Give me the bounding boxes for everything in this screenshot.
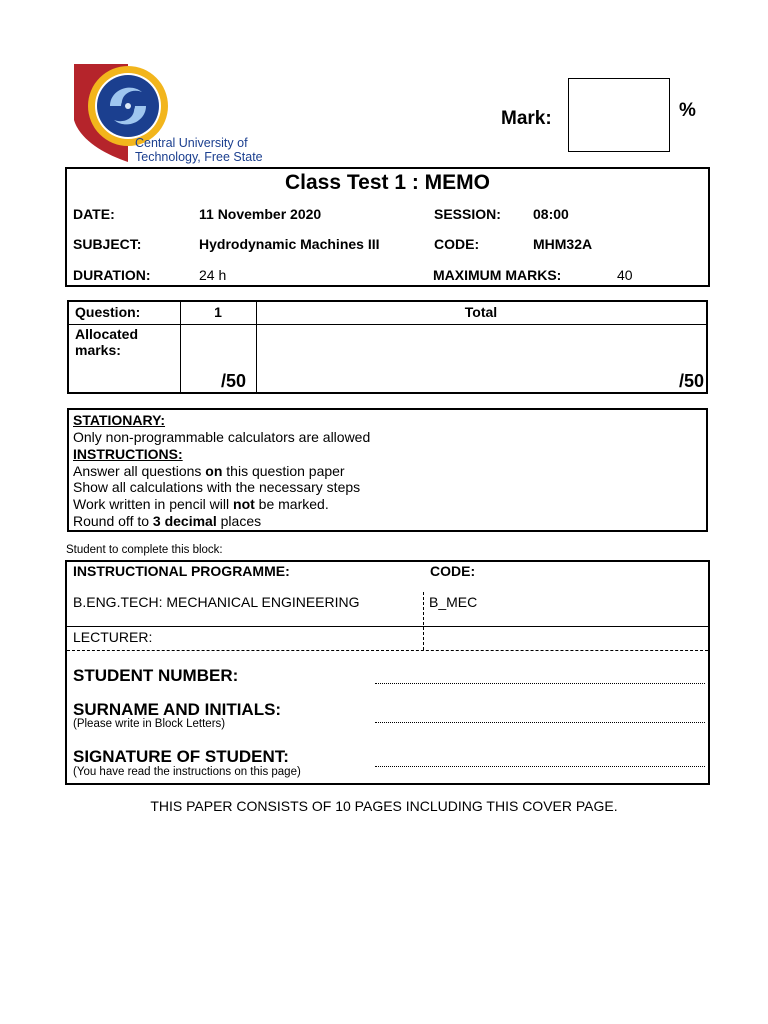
mark-box[interactable] (568, 78, 670, 152)
logo-line-2: Technology, Free State (135, 150, 263, 164)
lecturer-row-divider (67, 626, 708, 627)
stationary-heading: STATIONARY: (73, 412, 166, 428)
marks-table (67, 300, 708, 394)
instructions-box (67, 408, 708, 532)
lecturer-label: LECTURER: (73, 629, 153, 645)
student-block-note: Student to complete this block: (66, 544, 223, 556)
max-marks-value: 40 (617, 267, 633, 283)
surname-line[interactable] (375, 722, 705, 723)
total-out-of: /50 (678, 371, 704, 391)
instruction-line-2: Show all calculations with the necessary steps (73, 479, 361, 495)
student-number-label: STUDENT NUMBER: (73, 666, 239, 685)
duration-label: DURATION: (73, 267, 151, 283)
allocated-line-1: Allocated (75, 326, 139, 342)
total-label: Total (464, 304, 498, 320)
instruction-line-1: Answer all questions on this question paper (73, 463, 345, 479)
test-title: Class Test 1 : MEMO (285, 171, 490, 194)
instruction-line-4: Round off to 3 decimal places (73, 513, 262, 529)
subject-value: Hydrodynamic Machines III (199, 236, 380, 252)
marks-table-row-divider (69, 324, 706, 325)
surname-label: SURNAME AND INITIALS: (73, 700, 282, 719)
programme-value: B.ENG.TECH: MECHANICAL ENGINEERING (73, 594, 360, 610)
lecturer-field[interactable] (424, 628, 707, 650)
logo-line-1: Central University of (135, 136, 248, 150)
student-number-line[interactable] (375, 683, 705, 684)
code-value: MHM32A (533, 236, 593, 252)
subject-label: SUBJECT: (73, 236, 142, 252)
session-value: 08:00 (533, 206, 569, 222)
programme-label: INSTRUCTIONAL PROGRAMME: (73, 563, 290, 579)
signature-line[interactable] (375, 766, 705, 767)
date-label: DATE: (73, 206, 115, 222)
allocated-line-2: marks: (75, 342, 121, 358)
question-number: 1 (214, 304, 222, 320)
mark-label: Mark: (501, 108, 552, 129)
question-label: Question: (75, 304, 141, 320)
programme-code-value: B_MEC (429, 594, 478, 610)
date-value: 11 November 2020 (199, 206, 322, 222)
max-marks-label: MAXIMUM MARKS: (433, 267, 562, 283)
page-count-note: THIS PAPER CONSISTS OF 10 PAGES INCLUDING THIS COVER PAGE. (150, 798, 618, 814)
programme-code-label: CODE: (430, 563, 476, 579)
question-1-out-of: /50 (221, 371, 247, 391)
allocated-marks-label (75, 326, 138, 358)
session-label: SESSION: (434, 206, 501, 222)
logo-wordmark (135, 136, 263, 164)
duration-value: 24 h (199, 267, 227, 283)
stationary-line: Only non-programmable calculators are allowed (73, 429, 371, 445)
signature-label: SIGNATURE OF STUDENT: (73, 747, 289, 766)
lecturer-bottom-divider (67, 650, 708, 651)
student-info-box (65, 560, 710, 785)
total-mark-cell[interactable] (256, 326, 706, 392)
instructions-heading: INSTRUCTIONS: (73, 446, 183, 462)
surname-hint: (Please write in Block Letters) (73, 718, 226, 730)
code-label: CODE: (434, 236, 480, 252)
signature-hint: (You have read the instructions on this page) (73, 766, 301, 778)
mark-percent: % (679, 100, 696, 121)
test-header-box (65, 167, 710, 287)
instruction-line-3: Work written in pencil will not be marked. (73, 496, 329, 512)
